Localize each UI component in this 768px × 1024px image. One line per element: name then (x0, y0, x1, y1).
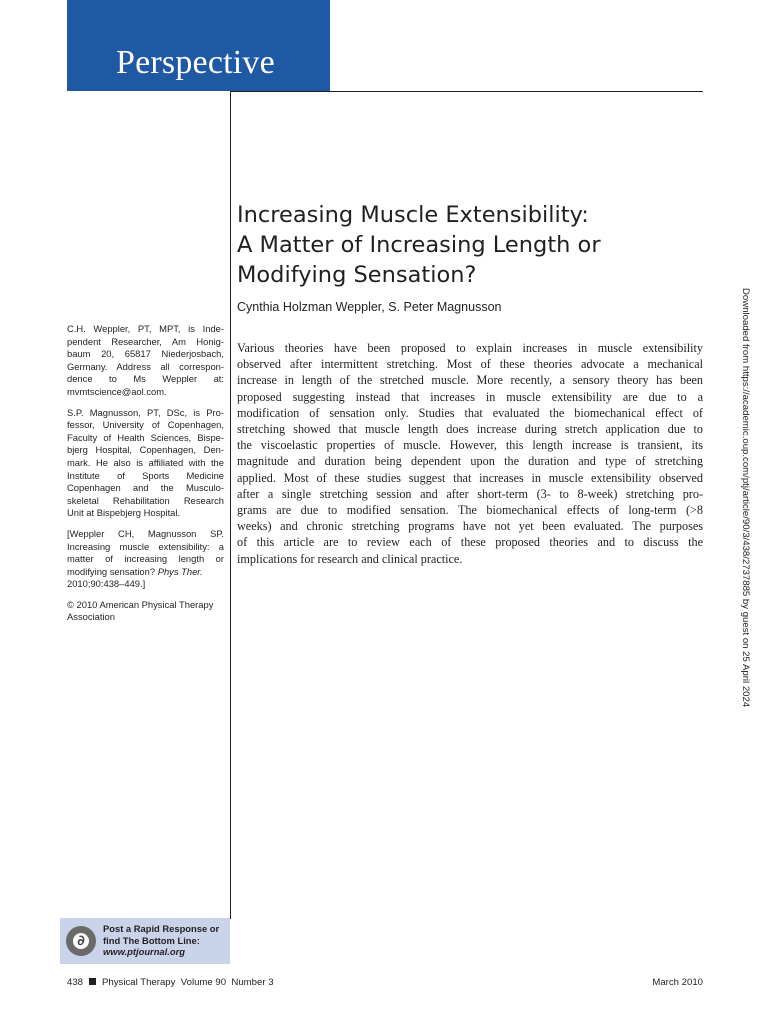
sidebar-line: Germany. Address all correspon- (67, 360, 224, 372)
rapid-response-glyph: ∂ (73, 933, 89, 949)
sidebar-line (67, 566, 224, 579)
sidebar-line: S.P. Magnusson, PT, DSc, is Pro- (67, 406, 224, 418)
abstract-line: modification of sensation only. Studies that evaluated the biomechanical effect of (237, 405, 703, 420)
abstract-line: grams are due to modified sensation. The biomechanical effects of long-term (>8 (237, 503, 703, 518)
title-line: Increasing Muscle Extensibility: (237, 202, 589, 228)
sidebar-line: Institute of Sports Medicine (67, 469, 224, 481)
abstract-line: magnitude and duration being dependent upon the duration and type of stretching (237, 454, 703, 469)
abstract-line: stretching showed that muscle length does increase during stretch application due to (237, 422, 703, 437)
author-email: mvmtscience@aol.com. (67, 385, 167, 397)
sidebar-author-info (67, 323, 224, 632)
citation (67, 528, 224, 591)
sidebar-line: Faculty of Health Sciences, Bispe- (67, 431, 224, 443)
title-line: A Matter of Increasing Length or (237, 232, 601, 258)
citation-text: modifying sensation? (67, 565, 156, 577)
sidebar-line: skeletal Rehabilitation Research (67, 494, 224, 506)
sidebar-line: mark. He also is affiliated with the (67, 456, 224, 468)
abstract (237, 340, 703, 567)
download-notice: Downloaded from https://academic.oup.com/ptj/article/90/3/438/2737885 by guest on 25 April 2024 (740, 288, 751, 708)
author2-affiliation (67, 407, 224, 520)
abstract-line: Various theories have been proposed to explain increases in muscle extensibility (237, 341, 703, 355)
rapid-response-line: Post a Rapid Response or (103, 923, 220, 934)
rapid-response-box[interactable] (60, 918, 230, 964)
sidebar-line: pendent Researcher, Am Honig- (67, 335, 224, 347)
abstract-line: implications for research and clinical practice. (237, 551, 463, 566)
section-banner (67, 0, 330, 91)
abstract-line: of this article are to review each of these proposed theories and to discuss the (237, 535, 703, 550)
rapid-response-line: find The Bottom Line: (103, 934, 200, 946)
abstract-line: the viscoelastic properties of muscle. However, this length increase is transient, its (237, 438, 703, 453)
abstract-line: applied. Most of these studies suggest that increases in muscle extensibility observed (237, 470, 703, 485)
abstract-line: increase in length of the stretched muscle. More recently, a sensory theory has been (237, 373, 703, 388)
sidebar-line: matter of increasing length or (67, 553, 224, 565)
sidebar-line: fessor, University of Copenhagen, (67, 419, 224, 431)
journal-info: Physical Therapy Volume 90 Number 3 (102, 977, 274, 988)
sidebar-line: Copenhagen and the Musculo- (67, 482, 224, 494)
rapid-response-logo-icon (66, 926, 96, 956)
square-bullet-icon (89, 978, 96, 985)
sidebar-line: bjerg Hospital, Copenhagen, Den- (67, 444, 224, 456)
journal-url-link[interactable]: www.ptjournal.org (103, 946, 185, 958)
sidebar-line: Association (67, 611, 115, 623)
abstract-line: after a single stretching session and after short-term (3- to 8-week) stretching pro- (237, 486, 703, 501)
column-divider (230, 91, 231, 919)
sidebar-line: Unit at Bispebjerg Hospital. (67, 507, 181, 519)
article-title (237, 200, 697, 290)
author-list: Cynthia Holzman Weppler, S. Peter Magnusson (237, 300, 502, 314)
copyright (67, 599, 224, 624)
author1-affiliation (67, 323, 224, 399)
page-footer (67, 977, 274, 988)
issue-date: March 2010 (652, 977, 703, 988)
sidebar-line: baum 20, 65817 Niederjosbach, (67, 348, 224, 360)
page-number: 438 (67, 977, 84, 988)
abstract-line: weeks) and chronic stretching programs have not yet been evaluated. The purposes (237, 519, 703, 534)
title-line: Modifying Sensation? (237, 262, 477, 288)
sidebar-line: © 2010 American Physical Therapy (67, 598, 214, 610)
section-label: Perspective (116, 44, 275, 81)
citation-journal: Phys Ther. (157, 565, 203, 577)
sidebar-line: 2010;90:438–449.] (67, 578, 146, 590)
sidebar-line: Increasing muscle extensibility: a (67, 540, 224, 552)
sidebar-line: [Weppler CH, Magnusson SP. (67, 527, 224, 539)
abstract-line: proposed suggesting instead that increases in muscle extensibility are due to a (237, 389, 703, 404)
header-rule (230, 91, 703, 92)
rapid-response-text (103, 923, 219, 958)
abstract-line: observed after intermittent stretching. Most of these theories advocate a mechanical (237, 357, 703, 372)
sidebar-line: dence to Ms Weppler at: (67, 373, 224, 385)
sidebar-line: C.H. Weppler, PT, MPT, is Inde- (67, 323, 224, 334)
